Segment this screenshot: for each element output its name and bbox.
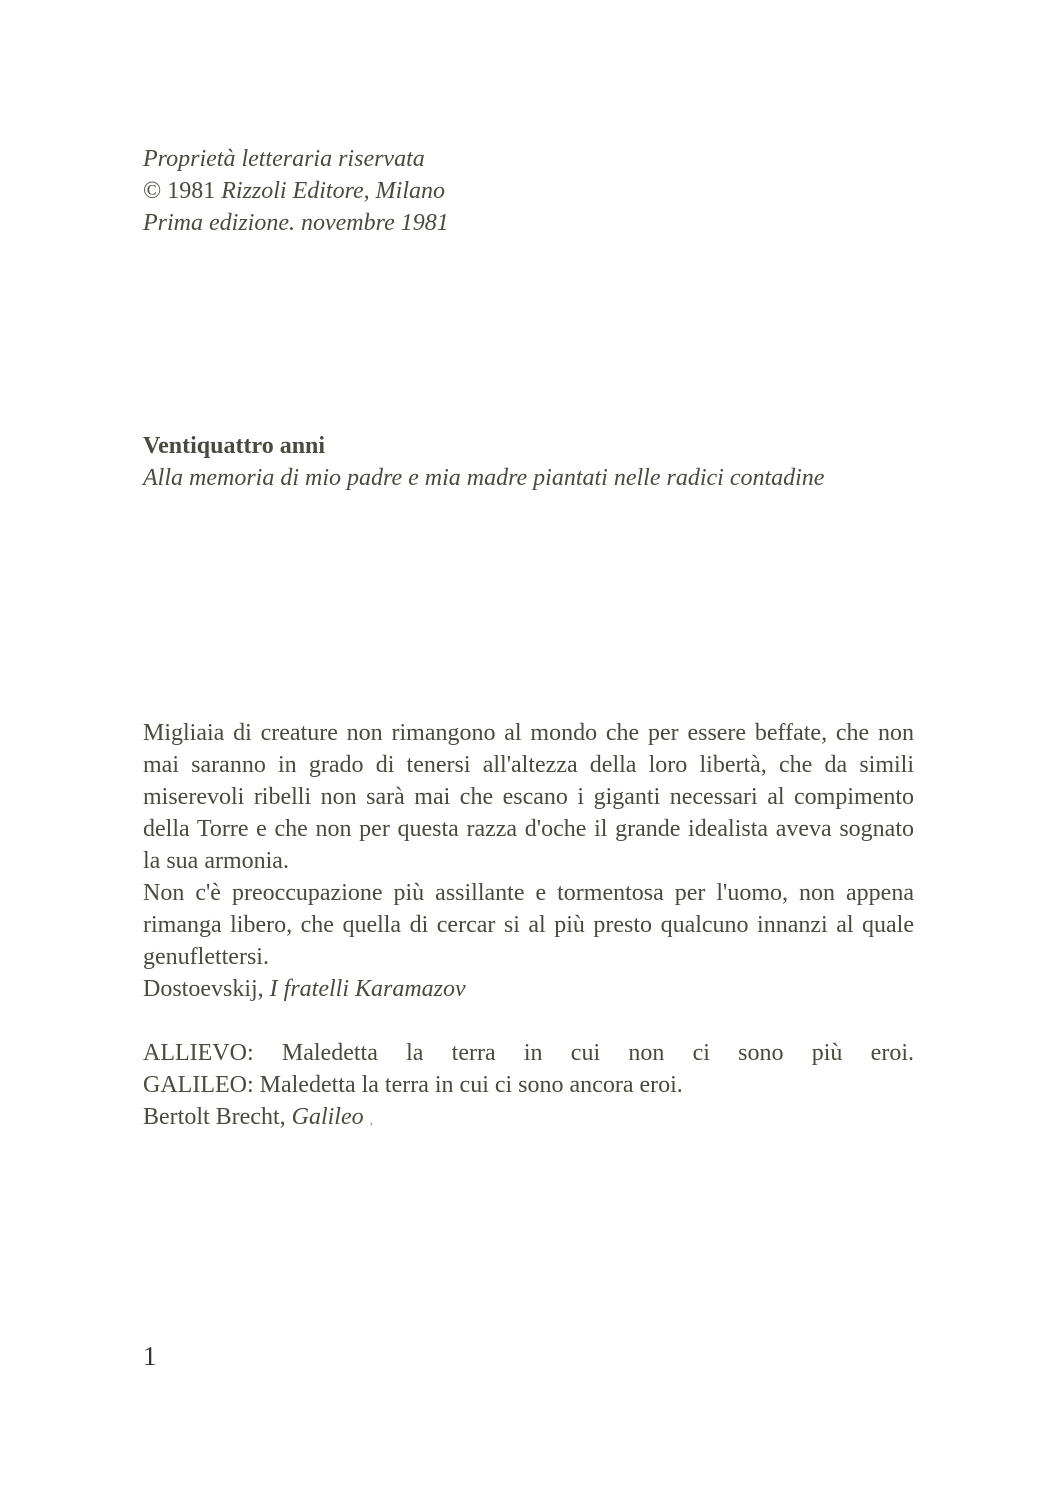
brecht-trailing-mark: , <box>369 1113 374 1128</box>
dedication-title: Ventiquattro anni <box>143 433 326 459</box>
brecht-author: Bertolt Brecht, <box>143 1104 286 1130</box>
page-number: 1 <box>143 1341 157 1371</box>
dostoevsky-paragraph-2: Non c'è preoccupazione più assillante e tormentosa per l'uomo, non appena rimanga libero, che quella di cercar si al più presto qualcuno innanzi al quale genuflettersi. <box>143 880 914 970</box>
publisher: Rizzoli Editore, Milano <box>221 178 446 204</box>
dostoevsky-work: I fratelli Karamazov <box>269 976 466 1002</box>
dedication-text: Alla memoria di mio padre e mia madre piantati nelle radici contadine <box>143 465 825 491</box>
edition-line: Prima edizione. novembre 1981 <box>143 210 449 236</box>
dostoevsky-paragraph-1: Migliaia di creature non rimangono al mondo che per essere beffate, che non mai saranno in grado di tenersi all'altezza della loro libertà, che da simili miserevoli ribelli non sarà mai che escano i giganti necessari al compimento della Torre e che non per questa razza d'oche il grande idealista aveva sognato la sua armonia. <box>143 720 914 874</box>
copyright-line <box>143 175 914 207</box>
spacer <box>143 1005 914 1037</box>
copyright-year: © 1981 <box>143 178 216 204</box>
dedication-block <box>143 430 914 494</box>
dostoevsky-attribution <box>143 973 914 1005</box>
dostoevsky-author: Dostoevskij, <box>143 976 264 1002</box>
copyright-block <box>143 143 914 239</box>
brecht-line-2: GALILEO: Maledetta la terra in cui ci sono ancora eroi. <box>143 1072 683 1098</box>
brecht-line-1: ALLIEVO: Maledetta la terra in cui non ci sono più eroi. <box>143 1040 914 1066</box>
epigraph-block <box>143 717 914 1137</box>
rights-notice: Proprietà letteraria riservata <box>143 146 425 172</box>
brecht-work: Galileo <box>291 1104 364 1130</box>
brecht-attribution <box>143 1101 914 1137</box>
